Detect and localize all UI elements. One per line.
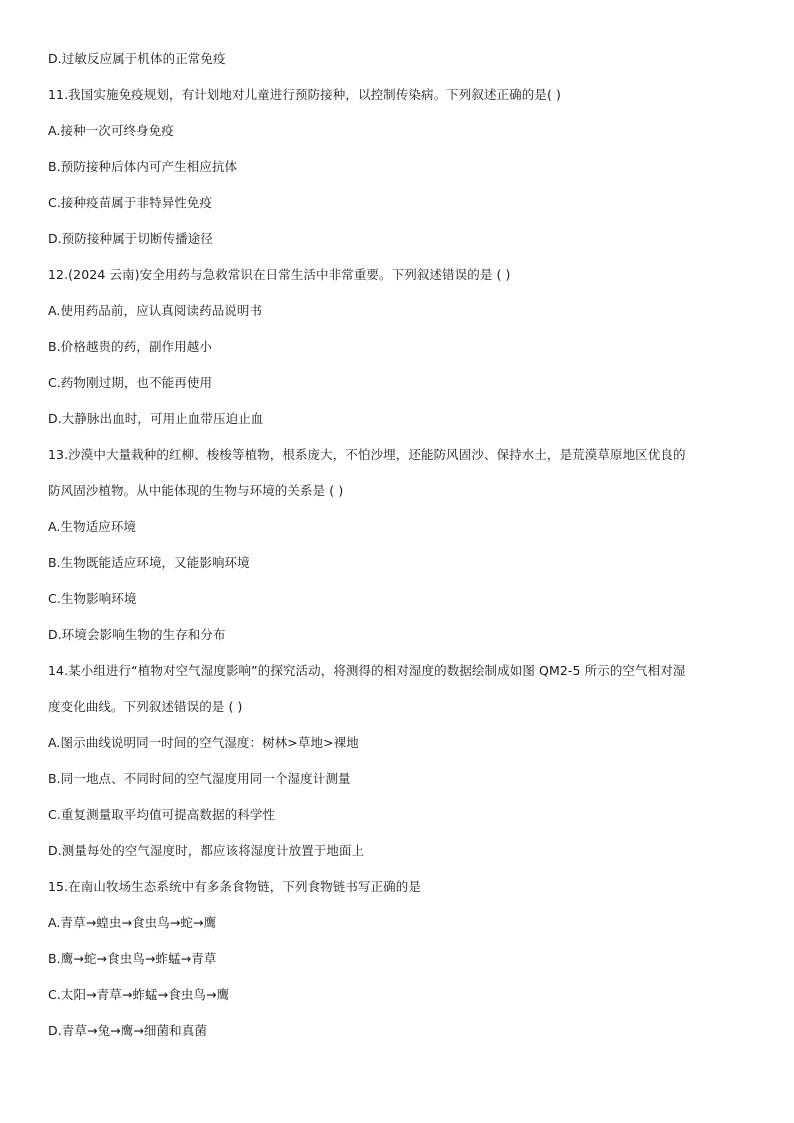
option-11d: D.预防接种属于切断传播途径 bbox=[48, 231, 213, 246]
option-14a: A.图示曲线说明同一时间的空气湿度：树林>草地>裸地 bbox=[48, 735, 359, 750]
option-14d: D.测量每处的空气湿度时，都应该将湿度计放置于地面上 bbox=[48, 843, 365, 858]
option-13d: D.环境会影响生物的生存和分布 bbox=[48, 627, 226, 642]
question-15-stem: 15.在南山牧场生态系统中有多条食物链，下列食物链书写正确的是 bbox=[48, 879, 421, 894]
option-10d: D.过敏反应属于机体的正常免疫 bbox=[48, 51, 226, 66]
option-13b: B.生物既能适应环境，又能影响环境 bbox=[48, 555, 250, 570]
question-11-stem: 11.我国实施免疫规划，有计划地对儿童进行预防接种，以控制传染病。下列叙述正确的是( ) bbox=[48, 87, 562, 102]
option-13a: A.生物适应环境 bbox=[48, 519, 137, 534]
option-12d: D.大静脉出血时，可用止血带压迫止血 bbox=[48, 411, 264, 426]
option-12c: C.药物刚过期，也不能再使用 bbox=[48, 375, 213, 390]
option-11c: C.接种疫苗属于非特异性免疫 bbox=[48, 195, 213, 210]
option-15c: C.太阳→青草→蚱蜢→食虫鸟→鹰 bbox=[48, 987, 230, 1002]
question-12-stem: 12.(2024 云南)安全用药与急救常识在日常生活中非常重要。下列叙述错误的是 ( ) bbox=[48, 267, 511, 282]
question-13-stem-line-1: 13.沙漠中大量栽种的红柳、梭梭等植物，根系庞大，不怕沙埋，还能防风固沙、保持水土，是荒漠草原地区优良的 bbox=[48, 447, 686, 462]
question-13-stem-line-2: 防风固沙植物。从中能体现的生物与环境的关系是 ( ) bbox=[48, 483, 344, 498]
question-14-stem-line-1: 14.某小组进行“植物对空气湿度影响”的探究活动，将测得的相对湿度的数据绘制成如图 QM2-5 所示的空气相对湿 bbox=[48, 663, 686, 678]
question-14-stem-line-2: 度变化曲线。下列叙述错误的是 ( ) bbox=[48, 699, 243, 714]
option-14c: C.重复测量取平均值可提高数据的科学性 bbox=[48, 807, 276, 822]
option-11b: B.预防接种后体内可产生相应抗体 bbox=[48, 159, 238, 174]
option-15b: B.鹰→蛇→食虫鸟→蚱蜢→青草 bbox=[48, 951, 217, 966]
option-15d: D.青草→兔→鹰→细菌和真菌 bbox=[48, 1023, 207, 1038]
document-page bbox=[48, 50, 748, 1058]
option-15a: A.青草→蝗虫→食虫鸟→蛇→鹰 bbox=[48, 915, 217, 930]
option-14b: B.同一地点、不同时间的空气湿度用同一个湿度计测量 bbox=[48, 771, 351, 786]
option-12a: A.使用药品前，应认真阅读药品说明书 bbox=[48, 303, 263, 318]
option-11a: A.接种一次可终身免疫 bbox=[48, 123, 174, 138]
option-12b: B.价格越贵的药，副作用越小 bbox=[48, 339, 212, 354]
option-13c: C.生物影响环境 bbox=[48, 591, 137, 606]
